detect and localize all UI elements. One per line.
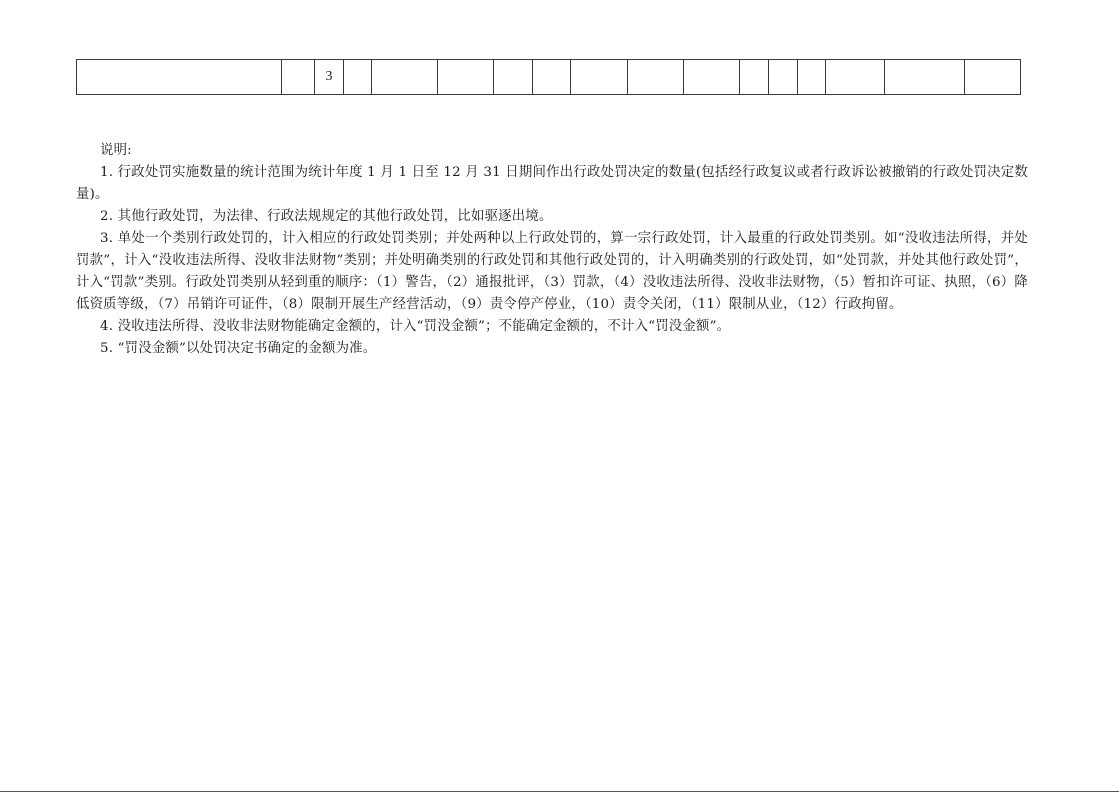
table-cell (826, 60, 885, 95)
table-cell (372, 60, 438, 95)
bottom-divider (0, 791, 1119, 792)
data-table (76, 59, 1021, 95)
table-cell (740, 60, 769, 95)
table-cell: 3 (315, 60, 344, 95)
table-cell (571, 60, 628, 95)
notes-section (76, 130, 1028, 360)
note-item: 4. 没收违法所得、没收非法财物能确定金额的，计入“罚没金额”；不能确定金额的，不计入“罚没金额”。 (100, 319, 731, 334)
table-cell (769, 60, 798, 95)
note-item: 3. 单处一个类别行政处罚的，计入相应的行政处罚类别；并处两种以上行政处罚的，算一宗行政处罚，计入最重的行政处罚类别。如“没收违法所得，并处罚款”，计入“没收违法所得、没收非法财物”类别；并处明确类别的行政处罚和其他行政处罚的，计入明确类别的行政处罚，如“处罚款，并处其他行政处罚”，计入“罚款”类别。行政处罚类别从轻到重的顺序：（1）警告，（2）通报批评，（3）罚款，（4）没收违法所得、没收非法财物，（5）暂扣许可证、执照，（6）降低资质等级，（7）吊销许可证件，（8）限制开展生产经营活动，（9）责令停产停业，（10）责令关闭，（11）限制从业，（12）行政拘留。 (76, 231, 1028, 312)
table-cell (965, 60, 1021, 95)
table-cell (77, 60, 282, 95)
table-cell (282, 60, 315, 95)
table-cell (684, 60, 740, 95)
table-cell (494, 60, 533, 95)
table-row (77, 60, 1021, 95)
table-cell (798, 60, 826, 95)
table-cell (344, 60, 372, 95)
notes-title: 说明: (100, 143, 132, 158)
note-item: 2. 其他行政处罚，为法律、行政法规规定的其他行政处罚，比如驱逐出境。 (100, 209, 553, 224)
table-cell (438, 60, 494, 95)
table-cell (533, 60, 571, 95)
table-cell (885, 60, 965, 95)
table-cell (628, 60, 684, 95)
note-item: 1. 行政处罚实施数量的统计范围为统计年度 1 月 1 日至 12 月 31 日期间作出行政处罚决定的数量(包括经行政复议或者行政诉讼被撤销的行政处罚决定数量)。 (76, 165, 1028, 202)
note-item: 5. “罚没金额”以处罚决定书确定的金额为准。 (100, 341, 377, 356)
